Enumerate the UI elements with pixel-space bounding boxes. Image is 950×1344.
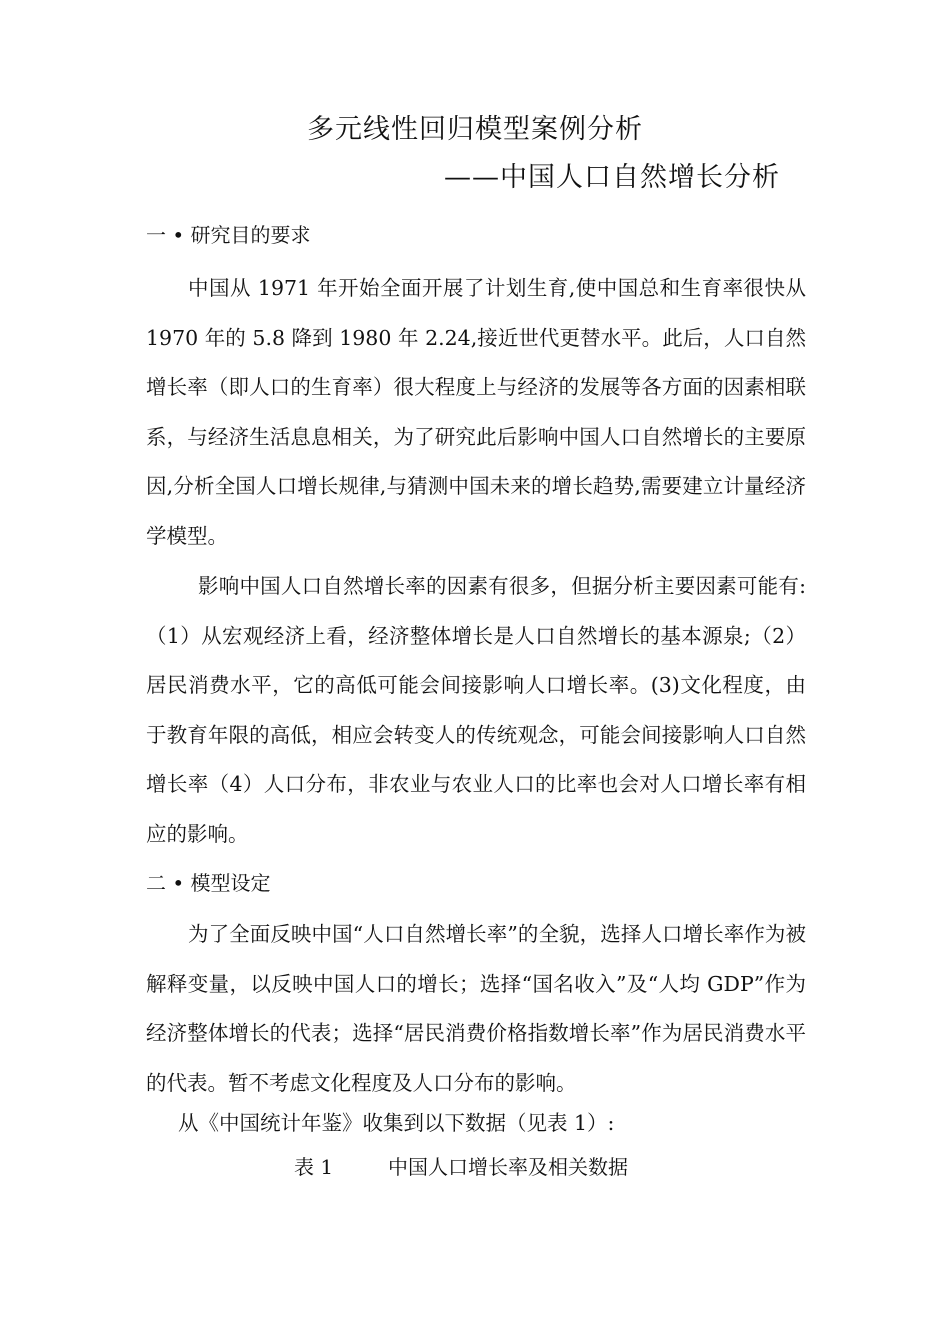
paragraph-factors: 影响中国人口自然增长率的因素有很多，但据分析主要因素可能有:（1）从宏观经济上看，经济整体增长是人口自然增长的基本源泉;（2）居民消费水平，它的高低可能会间接影响人口增长率。(3)文化程度，由于教育年限的高低，相应会转变人的传统观念，可能会间接影响人口自然增长率（4）人口分布，非农业与农业人口的比率也会对人口增长率有相应的影响。 [146,574,806,846]
table-caption-number: 表 1 [294,1155,334,1179]
table-caption [294,1152,628,1182]
table-caption-text: 中国人口增长率及相关数据 [388,1155,628,1179]
section-heading-model-setup: 二 • 模型设定 [146,871,271,895]
document-title: 多元线性回归模型案例分析 [307,114,643,145]
paragraph-model-setup: 为了全面反映中国“人口自然增长率”的全貌，选择人口增长率作为被解释变量，以反映中国人口的增长；选择“国名收入”及“人均 GDP”作为经济整体增长的代表；选择“居民消费价格指数增长率”作为居民消费水平的代表。暂不考虑文化程度及人口分布的影响。 [146,922,806,1095]
document-subtitle: ——中国人口自然增长分析 [444,162,780,193]
section-heading-research-goals: 一 • 研究目的要求 [146,223,311,247]
data-source-line: 从《中国统计年鉴》收集到以下数据（见表 1）: [178,1111,615,1135]
paragraph-background: 中国从 1971 年开始全面开展了计划生育,使中国总和生育率很快从 1970 年的 5.8 降到 1980 年 2.24,接近世代更替水平。此后，人口自然增长率（即人口的生育率）很大程度上与经济的发展等各方面的因素相联系，与经济生活息息相关，为了研究此后影响中国人口自然增长的主要原因,分析全国人口增长规律,与猜测中国未来的增长趋势,需要建立计量经济学模型。 [146,276,806,548]
